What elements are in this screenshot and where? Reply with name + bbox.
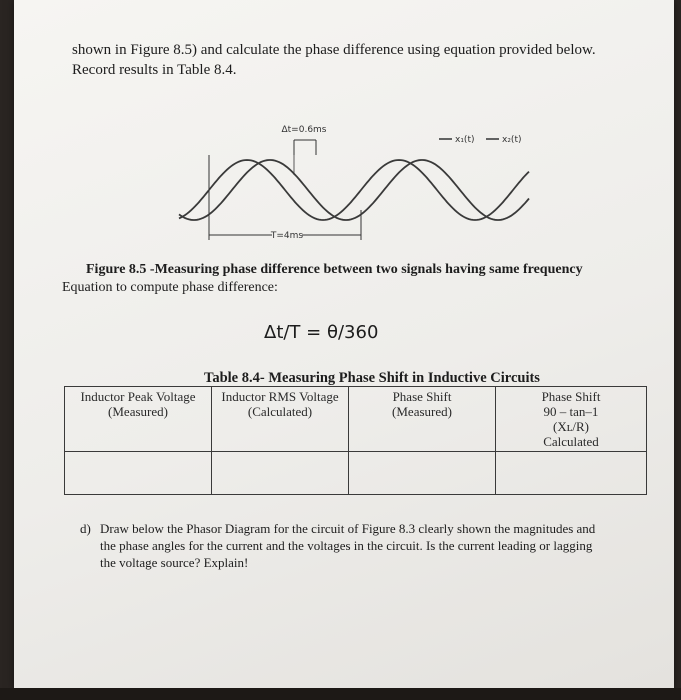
delta-t-label: Δt=0.6ms <box>281 125 327 135</box>
legend-x2-label: x₂(t) <box>502 135 522 145</box>
equation-intro: Equation to compute phase difference: <box>62 280 278 295</box>
phase-equation: Δt/T = θ/360 <box>264 322 379 343</box>
question-label: d) <box>80 521 91 536</box>
signal-x2-wave <box>179 160 529 220</box>
table-cell[interactable] <box>65 452 212 495</box>
period-label: T=4ms <box>270 231 304 241</box>
question-text: Draw below the Phasor Diagram for the circuit of Figure 8.3 clearly shown the magnitudes and the phase angles for the current and the voltages in the circuit. Is the current leading or lagging the voltage source? Explain! <box>100 521 596 570</box>
header-inductor-rms-voltage: Inductor RMS Voltage (Calculated) <box>212 387 349 452</box>
table-header-row <box>65 387 647 452</box>
background-surface <box>0 688 681 700</box>
table-cell[interactable] <box>212 452 349 495</box>
header-inductor-peak-voltage: Inductor Peak Voltage (Measured) <box>65 387 212 452</box>
legend-x1-label: x₁(t) <box>455 135 475 145</box>
phase-difference-figure <box>154 115 554 250</box>
table-row <box>65 452 647 495</box>
header-phase-shift-measured: Phase Shift (Measured) <box>349 387 496 452</box>
intro-text-line-1: shown in Figure 8.5) and calculate the phase difference using equation provided below. <box>72 42 596 58</box>
document-page <box>14 0 674 688</box>
table-title: Table 8.4- Measuring Phase Shift in Inductive Circuits <box>204 370 540 386</box>
phase-shift-table <box>64 386 647 495</box>
header-phase-shift-calculated: Phase Shift 90 – tan–1 (Xʟ/R) Calculated <box>496 387 647 452</box>
intro-text-line-2: Record results in Table 8.4. <box>72 62 237 78</box>
table-cell[interactable] <box>496 452 647 495</box>
table-cell[interactable] <box>349 452 496 495</box>
figure-caption: Figure 8.5 -Measuring phase difference between two signals having same frequency <box>86 262 583 277</box>
question-d <box>80 520 600 571</box>
